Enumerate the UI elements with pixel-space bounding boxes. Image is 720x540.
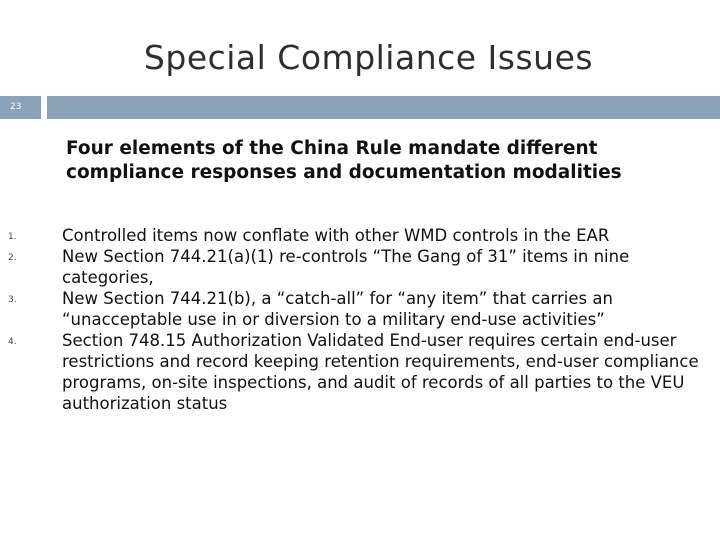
list-item bbox=[0, 246, 720, 288]
slide-number: 23 bbox=[0, 96, 41, 119]
list-item bbox=[0, 330, 720, 414]
list-item-text: Section 748.15 Authorization Validated End-user requires certain end-user restrictions and record keeping retention requirements, end-user compliance programs, on-site inspections, and audit of records of all parties to the VEU authorization status bbox=[62, 331, 699, 413]
list-item-number: 4. bbox=[8, 337, 17, 347]
list-item-number: 3. bbox=[8, 295, 17, 305]
list-item-text: Controlled items now conflate with other WMD controls in the EAR bbox=[62, 226, 610, 245]
list-item bbox=[0, 225, 720, 246]
list-item bbox=[0, 288, 720, 330]
subheading-line-2: compliance responses and documentation modalities bbox=[66, 162, 622, 183]
subheading-line-1: Four elements of the China Rule mandate different bbox=[66, 138, 598, 159]
list-item-number: 2. bbox=[8, 253, 17, 263]
subheading bbox=[66, 137, 706, 185]
list-item-number: 1. bbox=[8, 232, 17, 242]
numbered-list bbox=[0, 225, 720, 414]
header-divider-bar bbox=[47, 96, 720, 119]
list-item-text: New Section 744.21(a)(1) re-controls “The Gang of 31” items in nine categories, bbox=[62, 247, 630, 287]
list-item-text: New Section 744.21(b), a “catch-all” for “any item” that carries an “unacceptable use in or diversion to a military end-use activities” bbox=[62, 289, 613, 329]
slide-title: Special Compliance Issues bbox=[143, 38, 594, 77]
